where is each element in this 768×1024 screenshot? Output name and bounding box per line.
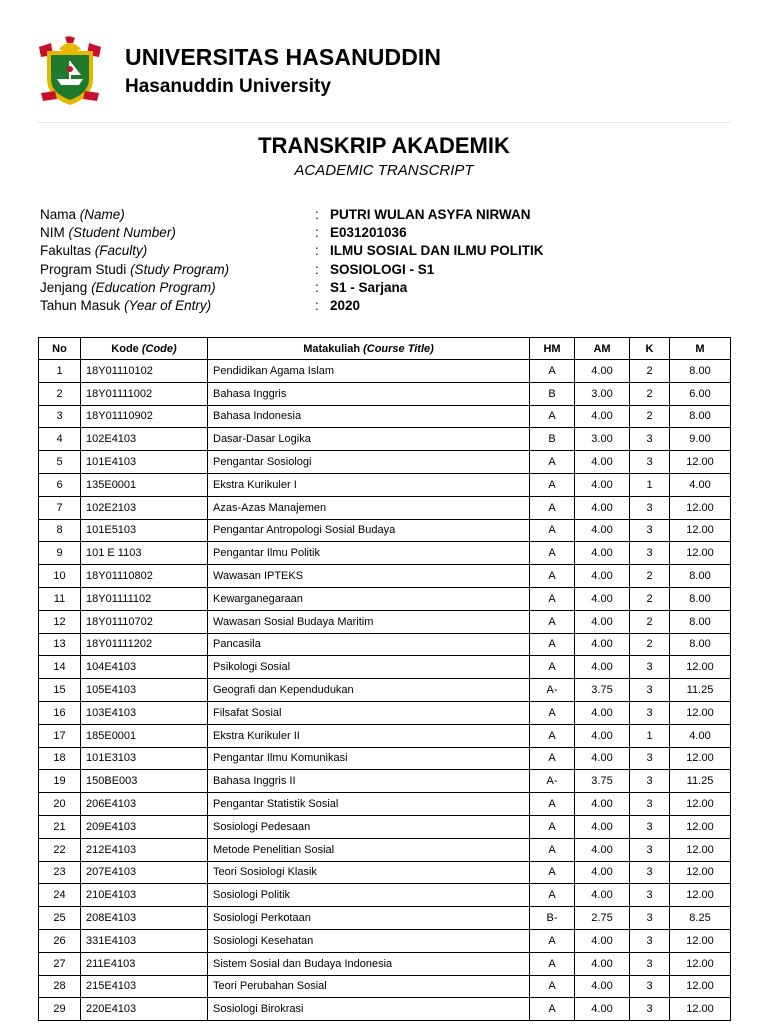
cell-am: 4.00 (575, 838, 630, 861)
cell-am: 3.00 (575, 382, 630, 405)
cell-no: 25 (39, 907, 81, 930)
university-name-english: Hasanuddin University (125, 76, 331, 97)
cell-course-title: Filsafat Sosial (208, 701, 530, 724)
cell-hm: A (530, 405, 575, 428)
document-subtitle: ACADEMIC TRANSCRIPT (294, 162, 474, 179)
cell-m: 12.00 (670, 542, 731, 565)
cell-m: 11.25 (670, 770, 731, 793)
cell-m: 12.00 (670, 975, 731, 998)
cell-code: 105E4103 (81, 679, 208, 702)
cell-course-title: Pengantar Sosiologi (208, 451, 530, 474)
cell-hm: A- (530, 770, 575, 793)
cell-k: 3 (630, 838, 670, 861)
table-row (39, 679, 731, 702)
cell-m: 12.00 (670, 701, 731, 724)
cell-m: 12.00 (670, 884, 731, 907)
cell-code: 101E5103 (81, 519, 208, 542)
cell-am: 4.00 (575, 724, 630, 747)
cell-no: 16 (39, 701, 81, 724)
cell-hm: A (530, 998, 575, 1021)
cell-course-title: Dasar-Dasar Logika (208, 428, 530, 451)
cell-code: 207E4103 (81, 861, 208, 884)
cell-no: 26 (39, 929, 81, 952)
cell-no: 14 (39, 656, 81, 679)
cell-m: 11.25 (670, 679, 731, 702)
cell-m: 12.00 (670, 451, 731, 474)
cell-k: 2 (630, 382, 670, 405)
cell-code: 206E4103 (81, 793, 208, 816)
cell-am: 4.00 (575, 701, 630, 724)
document-title: TRANSKRIP AKADEMIK (258, 133, 510, 158)
info-label: Jenjang (Education Program) (40, 279, 216, 295)
university-name: UNIVERSITAS HASANUDDIN (125, 44, 442, 70)
university-emblem-icon (37, 35, 103, 107)
cell-code: 18Y01111102 (81, 587, 208, 610)
cell-am: 3.00 (575, 428, 630, 451)
cell-no: 8 (39, 519, 81, 542)
cell-hm: A (530, 975, 575, 998)
cell-code: 103E4103 (81, 701, 208, 724)
cell-code: 18Y01110802 (81, 565, 208, 588)
cell-hm: A (530, 793, 575, 816)
cell-hm: A (530, 884, 575, 907)
cell-course-title: Pengantar Ilmu Politik (208, 542, 530, 565)
cell-k: 3 (630, 451, 670, 474)
cell-code: 18Y01111202 (81, 633, 208, 656)
cell-m: 12.00 (670, 952, 731, 975)
cell-k: 3 (630, 884, 670, 907)
cell-no: 17 (39, 724, 81, 747)
cell-code: 220E4103 (81, 998, 208, 1021)
cell-hm: A (530, 496, 575, 519)
cell-code: 185E0001 (81, 724, 208, 747)
cell-hm: A (530, 633, 575, 656)
cell-k: 3 (630, 496, 670, 519)
cell-no: 19 (39, 770, 81, 793)
cell-course-title: Teori Perubahan Sosial (208, 975, 530, 998)
cell-no: 7 (39, 496, 81, 519)
cell-am: 4.00 (575, 565, 630, 588)
cell-k: 3 (630, 542, 670, 565)
cell-code: 150BE003 (81, 770, 208, 793)
cell-no: 5 (39, 451, 81, 474)
header-course-title: Matakuliah (Course Title) (208, 338, 530, 360)
header-divider (38, 122, 730, 123)
table-row (39, 884, 731, 907)
table-header-row (39, 338, 731, 360)
info-row-education-program (40, 280, 740, 298)
cell-no: 1 (39, 360, 81, 383)
cell-course-title: Ekstra Kurikuler II (208, 724, 530, 747)
table-row (39, 405, 731, 428)
cell-k: 3 (630, 815, 670, 838)
cell-hm: A (530, 861, 575, 884)
cell-code: 18Y01110102 (81, 360, 208, 383)
cell-course-title: Sosiologi Perkotaan (208, 907, 530, 930)
cell-code: 135E0001 (81, 473, 208, 496)
cell-course-title: Bahasa Inggris (208, 382, 530, 405)
cell-m: 8.00 (670, 610, 731, 633)
cell-course-title: Sosiologi Birokrasi (208, 998, 530, 1021)
cell-am: 4.00 (575, 473, 630, 496)
cell-code: 211E4103 (81, 952, 208, 975)
header-no: No (39, 338, 81, 360)
cell-am: 4.00 (575, 633, 630, 656)
cell-hm: B (530, 382, 575, 405)
cell-course-title: Wawasan Sosial Budaya Maritim (208, 610, 530, 633)
cell-course-title: Teori Sosiologi Klasik (208, 861, 530, 884)
cell-k: 2 (630, 565, 670, 588)
cell-m: 12.00 (670, 793, 731, 816)
info-colon: : (315, 243, 319, 259)
table-row (39, 747, 731, 770)
transcript-table-wrapper (38, 337, 730, 1021)
cell-code: 331E4103 (81, 929, 208, 952)
cell-k: 3 (630, 701, 670, 724)
info-row-name (40, 207, 740, 225)
cell-m: 8.00 (670, 565, 731, 588)
cell-course-title: Sosiologi Kesehatan (208, 929, 530, 952)
cell-k: 2 (630, 610, 670, 633)
table-row (39, 929, 731, 952)
table-row (39, 610, 731, 633)
cell-no: 6 (39, 473, 81, 496)
table-row (39, 451, 731, 474)
cell-k: 3 (630, 770, 670, 793)
table-row (39, 360, 731, 383)
cell-m: 8.25 (670, 907, 731, 930)
info-colon: : (315, 207, 319, 222)
cell-code: 18Y01110702 (81, 610, 208, 633)
cell-k: 3 (630, 679, 670, 702)
cell-code: 102E4103 (81, 428, 208, 451)
cell-am: 4.00 (575, 952, 630, 975)
cell-am: 4.00 (575, 884, 630, 907)
cell-course-title: Metode Penelitian Sosial (208, 838, 530, 861)
cell-no: 21 (39, 815, 81, 838)
info-row-faculty (40, 243, 740, 261)
cell-m: 8.00 (670, 633, 731, 656)
table-row (39, 587, 731, 610)
cell-m: 8.00 (670, 360, 731, 383)
cell-course-title: Azas-Azas Manajemen (208, 496, 530, 519)
cell-am: 4.00 (575, 975, 630, 998)
cell-course-title: Sistem Sosial dan Budaya Indonesia (208, 952, 530, 975)
cell-course-title: Bahasa Inggris II (208, 770, 530, 793)
info-label: Program Studi (Study Program) (40, 261, 230, 277)
cell-hm: A (530, 656, 575, 679)
info-value-name: PUTRI WULAN ASYFA NIRWAN (330, 207, 531, 222)
cell-no: 9 (39, 542, 81, 565)
cell-k: 2 (630, 587, 670, 610)
cell-hm: A (530, 519, 575, 542)
cell-hm: A (530, 473, 575, 496)
student-info (40, 207, 740, 316)
cell-am: 4.00 (575, 519, 630, 542)
cell-m: 12.00 (670, 929, 731, 952)
info-value-faculty: ILMU SOSIAL DAN ILMU POLITIK (330, 243, 544, 259)
cell-m: 12.00 (670, 838, 731, 861)
cell-k: 3 (630, 907, 670, 930)
cell-k: 2 (630, 405, 670, 428)
cell-am: 4.00 (575, 656, 630, 679)
cell-m: 12.00 (670, 998, 731, 1021)
cell-no: 13 (39, 633, 81, 656)
cell-am: 4.00 (575, 542, 630, 565)
cell-hm: A (530, 565, 575, 588)
cell-am: 4.00 (575, 360, 630, 383)
cell-no: 4 (39, 428, 81, 451)
table-row (39, 907, 731, 930)
header-m: M (670, 338, 731, 360)
cell-code: 215E4103 (81, 975, 208, 998)
cell-no: 27 (39, 952, 81, 975)
cell-code: 101 E 1103 (81, 542, 208, 565)
cell-am: 3.75 (575, 679, 630, 702)
table-row (39, 633, 731, 656)
cell-code: 18Y01110902 (81, 405, 208, 428)
cell-course-title: Pancasila (208, 633, 530, 656)
cell-code: 18Y01111002 (81, 382, 208, 405)
info-row-nim (40, 225, 740, 243)
cell-k: 3 (630, 929, 670, 952)
table-row (39, 496, 731, 519)
info-colon: : (315, 279, 319, 295)
cell-k: 1 (630, 724, 670, 747)
cell-am: 3.75 (575, 770, 630, 793)
info-label: NIM (Student Number) (40, 225, 176, 241)
cell-hm: A (530, 747, 575, 770)
info-value-nim: E031201036 (330, 225, 407, 241)
cell-k: 3 (630, 793, 670, 816)
cell-hm: A (530, 587, 575, 610)
header-am: AM (575, 338, 630, 360)
cell-m: 6.00 (670, 382, 731, 405)
cell-course-title: Pengantar Statistik Sosial (208, 793, 530, 816)
table-row (39, 793, 731, 816)
table-row (39, 724, 731, 747)
cell-course-title: Pengantar Antropologi Sosial Budaya (208, 519, 530, 542)
cell-m: 12.00 (670, 815, 731, 838)
header-k: K (630, 338, 670, 360)
table-row (39, 428, 731, 451)
cell-hm: A (530, 929, 575, 952)
cell-no: 20 (39, 793, 81, 816)
cell-no: 18 (39, 747, 81, 770)
table-row (39, 861, 731, 884)
cell-hm: A (530, 360, 575, 383)
cell-no: 12 (39, 610, 81, 633)
cell-m: 4.00 (670, 724, 731, 747)
cell-m: 12.00 (670, 861, 731, 884)
cell-k: 3 (630, 952, 670, 975)
cell-m: 12.00 (670, 519, 731, 542)
cell-k: 3 (630, 747, 670, 770)
cell-course-title: Geografi dan Kependudukan (208, 679, 530, 702)
cell-no: 10 (39, 565, 81, 588)
info-colon: : (315, 297, 319, 313)
cell-k: 3 (630, 998, 670, 1021)
cell-course-title: Pengantar Ilmu Komunikasi (208, 747, 530, 770)
cell-code: 210E4103 (81, 884, 208, 907)
cell-k: 2 (630, 360, 670, 383)
cell-m: 4.00 (670, 473, 731, 496)
header-code: Kode (Code) (81, 338, 208, 360)
table-row (39, 565, 731, 588)
table-row (39, 770, 731, 793)
table-row (39, 542, 731, 565)
cell-hm: A (530, 838, 575, 861)
cell-course-title: Psikologi Sosial (208, 656, 530, 679)
cell-course-title: Ekstra Kurikuler I (208, 473, 530, 496)
cell-no: 15 (39, 679, 81, 702)
cell-am: 4.00 (575, 405, 630, 428)
cell-course-title: Wawasan IPTEKS (208, 565, 530, 588)
cell-no: 28 (39, 975, 81, 998)
table-row (39, 998, 731, 1021)
cell-hm: A (530, 952, 575, 975)
cell-am: 4.00 (575, 998, 630, 1021)
cell-k: 3 (630, 861, 670, 884)
cell-code: 212E4103 (81, 838, 208, 861)
cell-am: 4.00 (575, 815, 630, 838)
cell-am: 4.00 (575, 793, 630, 816)
cell-am: 4.00 (575, 929, 630, 952)
cell-m: 8.00 (670, 405, 731, 428)
cell-am: 4.00 (575, 496, 630, 519)
table-row (39, 473, 731, 496)
cell-am: 4.00 (575, 747, 630, 770)
cell-code: 104E4103 (81, 656, 208, 679)
cell-code: 209E4103 (81, 815, 208, 838)
cell-k: 1 (630, 473, 670, 496)
info-colon: : (315, 225, 319, 241)
cell-hm: A (530, 724, 575, 747)
cell-k: 3 (630, 656, 670, 679)
cell-course-title: Sosiologi Politik (208, 884, 530, 907)
table-row (39, 815, 731, 838)
cell-k: 3 (630, 975, 670, 998)
header-hm: HM (530, 338, 575, 360)
transcript-table (38, 337, 731, 1021)
cell-no: 11 (39, 587, 81, 610)
cell-hm: A (530, 451, 575, 474)
cell-hm: B- (530, 907, 575, 930)
cell-k: 2 (630, 633, 670, 656)
info-colon: : (315, 261, 319, 277)
cell-no: 22 (39, 838, 81, 861)
cell-hm: A- (530, 679, 575, 702)
cell-hm: A (530, 701, 575, 724)
cell-hm: A (530, 610, 575, 633)
info-value-study-program: SOSIOLOGI - S1 (330, 261, 435, 277)
cell-course-title: Bahasa Indonesia (208, 405, 530, 428)
cell-no: 23 (39, 861, 81, 884)
table-row (39, 838, 731, 861)
cell-k: 3 (630, 428, 670, 451)
cell-no: 24 (39, 884, 81, 907)
cell-code: 102E2103 (81, 496, 208, 519)
info-row-study-program (40, 262, 740, 280)
cell-m: 12.00 (670, 656, 731, 679)
cell-am: 4.00 (575, 587, 630, 610)
cell-am: 4.00 (575, 451, 630, 474)
table-row (39, 656, 731, 679)
info-label: Nama (Name) (40, 207, 125, 222)
cell-k: 3 (630, 519, 670, 542)
info-label: Fakultas (Faculty) (40, 243, 148, 259)
cell-am: 4.00 (575, 610, 630, 633)
info-value-year-of-entry: 2020 (330, 297, 361, 313)
cell-am: 2.75 (575, 907, 630, 930)
table-row (39, 975, 731, 998)
table-row (39, 952, 731, 975)
table-row (39, 382, 731, 405)
info-row-year-of-entry (40, 298, 740, 316)
cell-code: 101E4103 (81, 451, 208, 474)
cell-m: 12.00 (670, 747, 731, 770)
table-row (39, 701, 731, 724)
cell-course-title: Pendidikan Agama Islam (208, 360, 530, 383)
cell-course-title: Sosiologi Pedesaan (208, 815, 530, 838)
info-label: Tahun Masuk (Year of Entry) (40, 297, 212, 313)
cell-hm: B (530, 428, 575, 451)
cell-hm: A (530, 542, 575, 565)
cell-no: 2 (39, 382, 81, 405)
cell-course-title: Kewarganegaraan (208, 587, 530, 610)
table-row (39, 519, 731, 542)
cell-no: 3 (39, 405, 81, 428)
cell-code: 208E4103 (81, 907, 208, 930)
cell-m: 9.00 (670, 428, 731, 451)
cell-am: 4.00 (575, 861, 630, 884)
cell-code: 101E3103 (81, 747, 208, 770)
cell-no: 29 (39, 998, 81, 1021)
info-value-education-program: S1 - Sarjana (330, 279, 408, 295)
cell-hm: A (530, 815, 575, 838)
cell-m: 8.00 (670, 587, 731, 610)
cell-m: 12.00 (670, 496, 731, 519)
